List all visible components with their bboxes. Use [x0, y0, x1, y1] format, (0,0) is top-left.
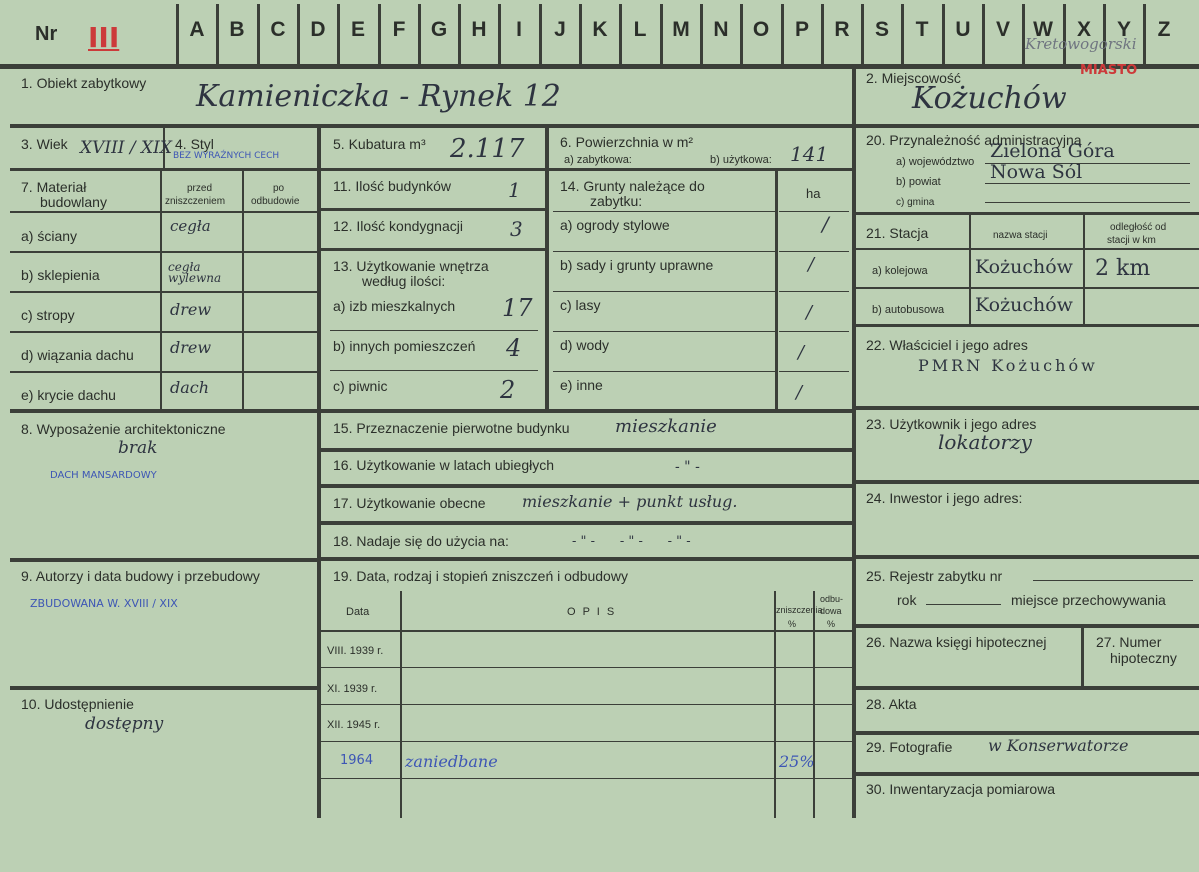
f7-col1-2: zniszczeniem — [165, 196, 226, 207]
letter-divider — [1022, 4, 1025, 64]
f17-value[interactable]: mieszkanie + punkt usług. — [522, 492, 738, 511]
f14-row-c-value[interactable]: / — [806, 302, 813, 323]
f19-col-d1-2: % — [788, 619, 797, 629]
rule-7-h4 — [10, 371, 317, 373]
f19-label: 19. Data, rodzaj i stopień zniszczeń i odbudowy — [333, 568, 628, 584]
f25-nr-line — [1033, 580, 1193, 581]
letter-divider — [297, 4, 300, 64]
f18-label: 18. Nadaje się do użycia na: — [333, 533, 509, 549]
f19-row-4-date[interactable]: 1964 — [340, 753, 374, 768]
f20-c-label: c) gmina — [896, 197, 935, 208]
rule-v-mid-col-2 — [545, 168, 549, 413]
letter-o[interactable]: O — [752, 18, 770, 41]
f7-row-b-label: b) sklepienia — [21, 267, 100, 283]
f3-label: 3. Wiek — [21, 136, 68, 152]
f14-row-d-value[interactable]: / — [798, 342, 805, 363]
f3-value[interactable]: XVIII / XIX — [80, 138, 172, 158]
rule-h-24 — [856, 555, 1199, 559]
rule-h-26 — [856, 686, 1199, 690]
f17-label: 17. Użytkowanie obecne — [333, 495, 486, 511]
f9-label: 9. Autorzy i data budowy i przebudowy — [21, 568, 260, 584]
f14-line-0 — [553, 211, 775, 212]
rule-v-left-col — [317, 128, 321, 818]
f11-value[interactable]: 1 — [508, 178, 521, 202]
f19-row-3-date: XII. 1945 r. — [327, 719, 381, 731]
letter-b[interactable]: B — [229, 18, 245, 41]
letter-h[interactable]: H — [471, 18, 487, 41]
f7-row-d-label: d) wiązania dachu — [21, 347, 134, 363]
f7-col1-1: przed — [187, 183, 213, 194]
letter-divider — [378, 4, 381, 64]
f7-row-c-label: c) stropy — [21, 307, 75, 323]
rule-h-21c — [856, 324, 1199, 327]
f19-col-d2-1: odbu- — [820, 594, 844, 604]
f6-value-b[interactable]: 141 — [790, 142, 829, 166]
f25-label: 25. Rejestr zabytku nr — [866, 568, 1003, 584]
f25-rok-line — [926, 604, 1001, 605]
rule-h-25 — [856, 624, 1199, 628]
f4-value[interactable]: BEZ WYRAŹNYCH CECH — [173, 151, 280, 161]
f14-row-a-label: a) ogrody stylowe — [560, 217, 670, 233]
letter-divider — [216, 4, 219, 64]
f6-sub-a: a) zabytkowa: — [564, 154, 632, 166]
f26-label: 26. Nazwa księgi hipotecznej — [866, 634, 1047, 650]
f20-b-line — [985, 183, 1190, 184]
f13-row-c-label: c) piwnic — [333, 378, 388, 394]
rule-h-16 — [321, 484, 852, 488]
f21-a-label: a) kolejowa — [872, 265, 928, 277]
rule-11 — [321, 208, 545, 211]
f14-label-1: 14. Grunty należące do — [560, 178, 705, 194]
f21-col2-2: stacji w km — [1107, 235, 1156, 246]
f20-a-label: a) województwo — [896, 156, 975, 168]
f18-value[interactable]: - " - - " - - " - — [572, 534, 691, 549]
letter-z[interactable]: Z — [1157, 18, 1171, 41]
f16-value[interactable]: - " - — [675, 459, 700, 475]
f22-value[interactable]: PMRN Kożuchów — [918, 356, 1098, 375]
f7-col2-2: odbudowie — [251, 196, 300, 207]
f10-value[interactable]: dostępny — [85, 714, 164, 734]
rule-h-row1 — [10, 124, 1199, 128]
letter-a[interactable]: A — [189, 18, 205, 41]
f14-row-b-label: b) sady i grunty uprawne — [560, 257, 714, 273]
letter-divider — [418, 4, 421, 64]
rule-h-19-r2 — [321, 704, 852, 705]
f21-col1: nazwa stacji — [993, 230, 1048, 241]
f14-row-c-label: c) lasy — [560, 297, 601, 313]
f29-value[interactable]: w Konserwatorze — [988, 736, 1129, 755]
letter-w[interactable]: W — [1033, 18, 1053, 41]
f16-label: 16. Użytkowanie w latach ubiegłych — [333, 457, 555, 473]
rule-h-23 — [856, 480, 1199, 484]
rule-12 — [321, 248, 545, 251]
letter-divider — [176, 4, 179, 64]
f27-label-2: hipoteczny — [1110, 650, 1177, 666]
f14-unit-line-0 — [779, 211, 849, 212]
f22-label: 22. Właściciel i jego adres — [866, 337, 1028, 353]
f9-value[interactable]: ZBUDOWANA W. XVIII / XIX — [30, 597, 178, 610]
letter-divider — [619, 4, 622, 64]
f12-label: 12. Ilość kondygnacji — [333, 218, 463, 234]
rule-v-mid-col — [545, 128, 549, 173]
rule-h-19-r4 — [321, 778, 852, 779]
f20-label: 20. Przynależność administracyjna — [866, 132, 1082, 148]
f14-row-e-value[interactable]: / — [796, 382, 803, 403]
f12-value[interactable]: 3 — [510, 217, 523, 241]
f8-value-2[interactable]: DACH MANSARDOWY — [50, 470, 157, 481]
letter-y[interactable]: Y — [1116, 18, 1131, 41]
letter-c[interactable]: C — [270, 18, 286, 41]
rule-h-21b — [856, 287, 1199, 289]
nr-label: Nr — [35, 23, 58, 45]
f6-label: 6. Powierzchnia w m² — [560, 134, 694, 150]
f14-unit-line-1 — [779, 251, 849, 252]
letter-d[interactable]: D — [310, 18, 326, 41]
letter-divider — [1103, 4, 1106, 64]
rule-h-28 — [856, 731, 1199, 735]
f19-row-4-desc[interactable]: zaniedbane — [405, 752, 498, 771]
letter-g[interactable]: G — [430, 18, 448, 41]
f14-line-2 — [553, 291, 775, 292]
letter-divider — [498, 4, 501, 64]
f19-col-date: Data — [346, 606, 370, 618]
letter-u[interactable]: U — [955, 18, 971, 41]
letter-divider — [579, 4, 582, 64]
letter-divider — [1063, 4, 1066, 64]
rule-7-h3 — [10, 331, 317, 333]
rule-v-21a — [969, 214, 971, 326]
rule-v-7b — [242, 170, 244, 410]
f7-label-2: budowlany — [40, 194, 107, 210]
f14-unit-line-3 — [779, 331, 849, 332]
rule-h-18 — [321, 557, 852, 561]
f24-label: 24. Inwestor i jego adres: — [866, 490, 1023, 506]
f13-label-2: według ilości: — [362, 273, 446, 289]
rule-h-row2-left — [10, 168, 852, 171]
letter-divider — [1143, 4, 1146, 64]
f27-label-1: 27. Numer — [1096, 634, 1162, 650]
f7-col2-1: po — [273, 183, 285, 194]
letter-t[interactable]: T — [915, 18, 929, 41]
f8-value-1[interactable]: brak — [118, 438, 158, 458]
letter-divider — [660, 4, 663, 64]
f14-line-3 — [553, 331, 775, 332]
rule-v-21b — [1083, 214, 1085, 326]
f13-row-a-line — [330, 330, 538, 331]
f13-row-b-line — [330, 370, 538, 371]
f13-row-b-label: b) innych pomieszczeń — [333, 338, 476, 354]
letter-e[interactable]: E — [350, 18, 365, 41]
f25-rok: rok — [897, 592, 917, 608]
f13-row-b-value[interactable]: 4 — [506, 334, 522, 362]
f7-row-e-before[interactable]: dach — [170, 378, 210, 397]
f1-label: 1. Obiekt zabytkowy — [21, 75, 147, 91]
letter-divider — [821, 4, 824, 64]
f7-row-c-before[interactable]: drew — [170, 300, 212, 319]
f5-value[interactable]: 2.117 — [450, 134, 525, 164]
f10-label: 10. Udostępnienie — [21, 696, 134, 712]
f20-b-label: b) powiat — [896, 176, 941, 188]
f29-label: 29. Fotografie — [866, 739, 953, 755]
f21-a-dist[interactable]: 2 km — [1095, 256, 1151, 281]
f19-col-desc: O P I S — [567, 606, 617, 618]
f20-c-line — [985, 202, 1190, 203]
f7-row-b-before[interactable]: cegła wylewna — [168, 260, 222, 285]
f19-col-d2-2: dowa — [820, 606, 842, 616]
f15-label: 15. Przeznaczenie pierwotne budynku — [333, 420, 570, 436]
f14-unit: ha — [806, 186, 821, 201]
f7-row-a-before[interactable]: cegła — [170, 217, 211, 235]
rule-h-22 — [856, 406, 1199, 410]
rule-7-h1 — [10, 251, 317, 253]
letter-m[interactable]: M — [672, 18, 690, 41]
f21-b-label: b) autobusowa — [872, 304, 945, 316]
letter-p[interactable]: P — [794, 18, 809, 41]
letter-divider — [257, 4, 260, 64]
f25-miejsce: miejsce przechowywania — [1011, 592, 1166, 608]
f1-value[interactable]: Kamieniczka - Rynek 12 — [196, 79, 561, 114]
rule-7-h2 — [10, 291, 317, 293]
corner-note: Kretowogorski — [1025, 35, 1137, 53]
f19-col-d2-3: % — [827, 619, 836, 629]
letter-l[interactable]: L — [633, 18, 647, 41]
f20-a-value[interactable]: Zielona Góra — [990, 140, 1115, 162]
header-bottom-rule — [0, 64, 1199, 69]
f28-label: 28. Akta — [866, 696, 917, 712]
letter-divider — [861, 4, 864, 64]
f19-col-d1-1: zniszczenia — [776, 605, 823, 615]
letter-f[interactable]: F — [392, 18, 406, 41]
letter-divider — [901, 4, 904, 64]
letter-x[interactable]: X — [1076, 18, 1091, 41]
f14-unit-line-4 — [779, 371, 849, 372]
rule-h-19-r1 — [321, 667, 852, 668]
letter-r[interactable]: R — [834, 18, 850, 41]
f21-label: 21. Stacja — [866, 225, 929, 241]
f13-row-a-label: a) izb mieszkalnych — [333, 298, 456, 314]
f13-row-c-value[interactable]: 2 — [500, 376, 516, 404]
rule-h-9 — [10, 686, 317, 690]
letter-v[interactable]: V — [995, 18, 1010, 41]
rule-h-29 — [856, 772, 1199, 776]
f14-label-2: zabytku: — [590, 193, 643, 209]
letter-divider — [781, 4, 784, 64]
f14-row-b-value[interactable]: / — [808, 254, 815, 275]
f2-value[interactable]: Kożuchów — [912, 81, 1067, 116]
letter-j[interactable]: J — [554, 18, 566, 41]
f14-row-e-label: e) inne — [560, 377, 603, 393]
letter-divider — [740, 4, 743, 64]
f7-row-e-label: e) krycie dachu — [21, 387, 116, 403]
corner-stamp: MIASTO — [1080, 63, 1138, 78]
f8-label: 8. Wyposażenie architektoniczne — [21, 421, 226, 437]
rule-h-row2-right — [852, 212, 1199, 215]
rule-h-19-head — [321, 630, 852, 632]
f19-row-1-date: VIII. 1939 r. — [327, 645, 384, 657]
letter-divider — [700, 4, 703, 64]
f20-b-value[interactable]: Nowa Sól — [990, 161, 1083, 183]
rule-h-row3-left — [10, 409, 852, 413]
letter-n[interactable]: N — [713, 18, 729, 41]
f14-row-d-label: d) wody — [560, 337, 610, 353]
f14-line-4 — [553, 371, 775, 372]
f4-label: 4. Styl — [175, 136, 214, 152]
f19-row-2-date: XI. 1939 r. — [327, 683, 378, 695]
letter-divider — [942, 4, 945, 64]
f15-value[interactable]: mieszkanie — [615, 416, 717, 437]
f21-col2-1: odległość od — [1110, 222, 1167, 233]
f13-row-a-value[interactable]: 17 — [502, 294, 533, 322]
f14-unit-line-2 — [779, 291, 849, 292]
f7-row-a-label: a) ściany — [21, 228, 78, 244]
letter-k[interactable]: K — [592, 18, 608, 41]
letter-divider — [982, 4, 985, 64]
f14-row-a-value[interactable]: / — [822, 212, 829, 236]
f14-line-1 — [553, 251, 775, 252]
f23-label: 23. Użytkownik i jego adres — [866, 416, 1037, 432]
f7-label-1: 7. Materiał — [21, 179, 87, 195]
letter-divider — [337, 4, 340, 64]
rule-v-right-col — [852, 68, 856, 818]
letter-divider — [458, 4, 461, 64]
rule-h-19-r3 — [321, 741, 852, 742]
f6-sub-b: b) użytkowa: — [710, 154, 772, 166]
f5-label: 5. Kubatura m³ — [333, 136, 426, 152]
f2-label: 2. Miejscowość — [866, 70, 961, 86]
rule-h-15 — [321, 448, 852, 452]
rule-v-7a — [160, 170, 162, 410]
f11-label: 11. Ilość budynków — [333, 178, 452, 194]
f7-row-d-before[interactable]: drew — [170, 338, 212, 357]
f30-label: 30. Inwentaryzacja pomiarowa — [866, 781, 1056, 797]
rule-v-26 — [1081, 626, 1084, 688]
f19-row-4-pct[interactable]: 25% — [779, 752, 815, 771]
letter-s[interactable]: S — [874, 18, 889, 41]
rule-v-14 — [775, 170, 778, 410]
rule-h-8 — [10, 558, 317, 562]
rule-7-h0 — [10, 211, 317, 213]
f13-label-1: 13. Użytkowanie wnętrza — [333, 258, 489, 274]
f21-a-name[interactable]: Kożuchów — [975, 256, 1073, 278]
f23-value[interactable]: lokatorzy — [938, 430, 1032, 454]
rule-h-17 — [321, 521, 852, 525]
letter-divider — [539, 4, 542, 64]
letter-i[interactable]: I — [516, 18, 522, 41]
nr-value: III — [88, 21, 120, 54]
f21-b-name[interactable]: Kożuchów — [975, 294, 1073, 316]
